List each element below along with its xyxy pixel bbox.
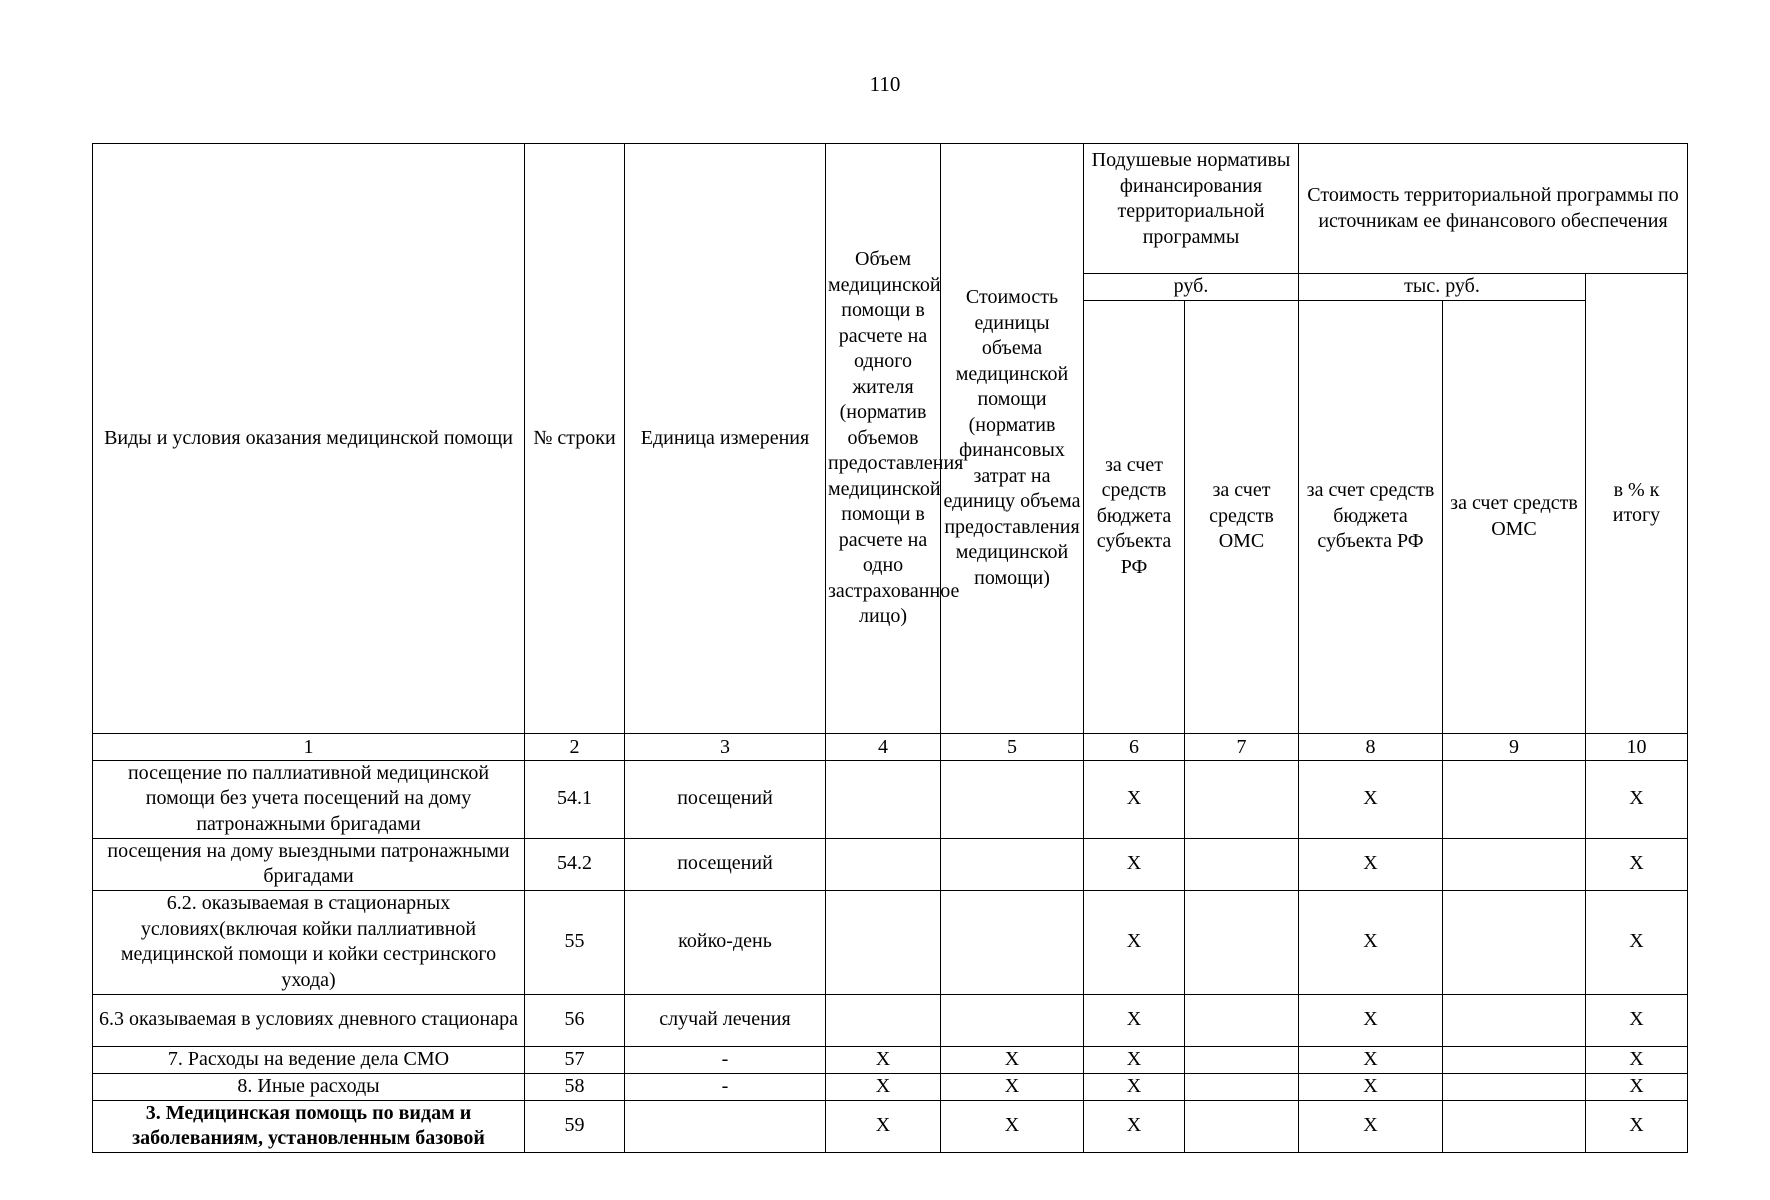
row-line-number: 56 [525, 994, 625, 1046]
header-unit-cost: Стоимость единицы объема медицинской помощи (норматив финансовых затрат на единицу объема предоставления медицинской помощи) [941, 144, 1084, 734]
header-percent-of-total: в % к итогу [1586, 274, 1688, 734]
row-c5 [941, 890, 1084, 994]
table-row [93, 1073, 1688, 1100]
row-name: посещение по паллиативной медицинской помощи без учета посещений на дому патронажными бригадами [93, 760, 525, 838]
row-c8: X [1299, 1046, 1443, 1073]
row-line-number: 58 [525, 1073, 625, 1100]
row-c9 [1443, 1046, 1586, 1073]
column-numbers-row [93, 733, 1688, 760]
row-c9 [1443, 890, 1586, 994]
row-c4: X [826, 1100, 941, 1152]
row-c8: X [1299, 1073, 1443, 1100]
row-unit: посещений [625, 838, 826, 890]
column-number: 8 [1299, 733, 1443, 760]
header-cost-group: Стоимость территориальной программы по источникам ее финансового обеспечения [1299, 144, 1688, 274]
table-row [93, 838, 1688, 890]
column-number: 9 [1443, 733, 1586, 760]
row-c6: X [1084, 994, 1185, 1046]
row-c4: X [826, 1073, 941, 1100]
row-c4 [826, 760, 941, 838]
header-volume: Объем медицинской помощи в расчете на одного жителя (норматив объемов предоставления медицинской помощи в расчете на одно застрахованное лицо) [826, 144, 941, 734]
row-c10: X [1586, 1073, 1688, 1100]
table-row [93, 994, 1688, 1046]
row-line-number: 54.1 [525, 760, 625, 838]
row-c4 [826, 838, 941, 890]
row-c10: X [1586, 994, 1688, 1046]
row-c8: X [1299, 760, 1443, 838]
row-c5 [941, 760, 1084, 838]
row-c9 [1443, 760, 1586, 838]
column-number: 2 [525, 733, 625, 760]
row-c5: X [941, 1073, 1084, 1100]
row-unit: койко-день [625, 890, 826, 994]
header-percapita-group: Подушевые нормативы финансирования территориальной программы [1084, 144, 1299, 274]
row-c4 [826, 994, 941, 1046]
row-c6: X [1084, 760, 1185, 838]
row-name: 7. Расходы на ведение дела СМО [93, 1046, 525, 1073]
row-c6: X [1084, 838, 1185, 890]
row-c5 [941, 994, 1084, 1046]
column-number: 10 [1586, 733, 1688, 760]
row-c5: X [941, 1046, 1084, 1073]
row-unit: - [625, 1073, 826, 1100]
row-c5 [941, 838, 1084, 890]
column-number: 6 [1084, 733, 1185, 760]
table-row [93, 1046, 1688, 1073]
row-c8: X [1299, 994, 1443, 1046]
header-unit-thousand-rub: тыс. руб. [1299, 274, 1586, 301]
row-unit: случай лечения [625, 994, 826, 1046]
row-name: 8. Иные расходы [93, 1073, 525, 1100]
header-kinds-of-care: Виды и условия оказания медицинской помощи [93, 144, 525, 734]
row-name: посещения на дому выездными патронажными бригадами [93, 838, 525, 890]
row-unit: посещений [625, 760, 826, 838]
row-c10: X [1586, 890, 1688, 994]
table-row [93, 890, 1688, 994]
row-c7 [1185, 1073, 1299, 1100]
row-c6: X [1084, 1100, 1185, 1152]
row-c10: X [1586, 838, 1688, 890]
row-unit [625, 1100, 826, 1152]
row-c10: X [1586, 1046, 1688, 1073]
row-c7 [1185, 760, 1299, 838]
row-c8: X [1299, 838, 1443, 890]
row-c5: X [941, 1100, 1084, 1152]
header-cost-oms: за счет средств ОМС [1443, 300, 1586, 733]
column-number: 4 [826, 733, 941, 760]
row-c7 [1185, 890, 1299, 994]
header-line-number: № строки [525, 144, 625, 734]
row-c9 [1443, 1100, 1586, 1152]
financing-table [92, 143, 1688, 1153]
row-c7 [1185, 838, 1299, 890]
header-cost-budget: за счет средств бюджета субъекта РФ [1299, 300, 1443, 733]
page-number: 110 [869, 72, 901, 96]
row-c9 [1443, 994, 1586, 1046]
header-percapita-oms: за счет средств ОМС [1185, 300, 1299, 733]
row-c6: X [1084, 1046, 1185, 1073]
column-number: 1 [93, 733, 525, 760]
row-c8: X [1299, 890, 1443, 994]
row-c10: X [1586, 1100, 1688, 1152]
row-line-number: 55 [525, 890, 625, 994]
header-unit: Единица измерения [625, 144, 826, 734]
row-c7 [1185, 1100, 1299, 1152]
header-percapita-budget: за счет средств бюджета субъекта РФ [1084, 300, 1185, 733]
table-row [93, 760, 1688, 838]
row-c7 [1185, 1046, 1299, 1073]
table-row [93, 1100, 1688, 1152]
row-c8: X [1299, 1100, 1443, 1152]
row-unit: - [625, 1046, 826, 1073]
row-line-number: 57 [525, 1046, 625, 1073]
row-c6: X [1084, 1073, 1185, 1100]
row-name: 3. Медицинская помощь по видам и заболеваниям, установленным базовой [93, 1100, 525, 1152]
row-c10: X [1586, 760, 1688, 838]
row-c4 [826, 890, 941, 994]
row-line-number: 54.2 [525, 838, 625, 890]
row-name: 6.3 оказываемая в условиях дневного стационара [93, 994, 525, 1046]
row-line-number: 59 [525, 1100, 625, 1152]
header-unit-rub: руб. [1084, 274, 1299, 301]
row-name: 6.2. оказываемая в стационарных условиях(включая койки паллиативной медицинской помощи и койки сестринского ухода) [93, 890, 525, 994]
row-c6: X [1084, 890, 1185, 994]
row-c7 [1185, 994, 1299, 1046]
column-number: 7 [1185, 733, 1299, 760]
row-c9 [1443, 838, 1586, 890]
column-number: 5 [941, 733, 1084, 760]
row-c9 [1443, 1073, 1586, 1100]
column-number: 3 [625, 733, 826, 760]
row-c4: X [826, 1046, 941, 1073]
